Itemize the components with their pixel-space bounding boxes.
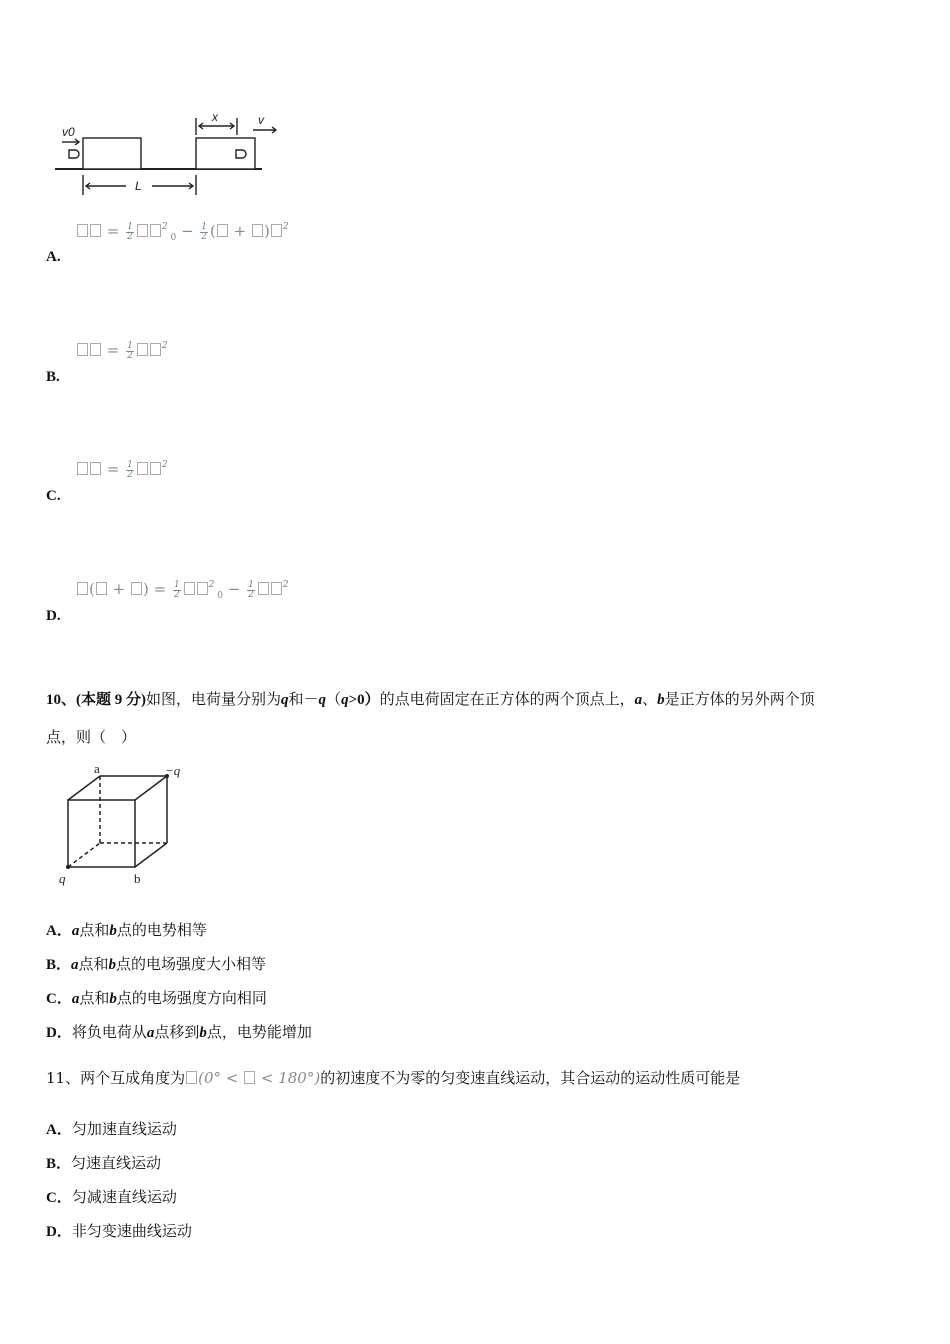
q10-text: 如图，电荷量分别为 xyxy=(146,690,282,708)
q11-option-a-letter: A． xyxy=(46,1122,72,1138)
q11-number: 11、 xyxy=(46,1069,81,1087)
q11-option-b-letter: B． xyxy=(46,1156,72,1172)
q10-option-a-v1: a xyxy=(71,923,80,939)
q10-option-c[interactable] xyxy=(46,987,267,1008)
q10-option-d-pre: 将负电荷从 xyxy=(71,1023,147,1041)
q11-option-c-letter: C． xyxy=(46,1190,72,1206)
q11-option-b-text: 匀速直线运动 xyxy=(71,1154,162,1172)
q11-option-d-letter: D． xyxy=(46,1224,72,1240)
q10-and: 和－ xyxy=(288,690,319,708)
q10-option-c-mid: 点和 xyxy=(79,989,110,1007)
q10-option-d-post: 点，电势能增加 xyxy=(206,1023,312,1041)
q10-option-d[interactable] xyxy=(46,1021,312,1042)
q10-text3: 是正方体的另外两个顶 xyxy=(664,690,815,708)
q10-option-a-mid: 点和 xyxy=(79,921,110,939)
cube-label-neg-q: −q xyxy=(165,763,181,778)
q10-b: b xyxy=(657,692,665,708)
q10-option-d-v2: b xyxy=(199,1025,207,1041)
q10-option-c-v1: a xyxy=(71,991,80,1007)
q10-option-d-mid: 点移到 xyxy=(154,1023,200,1041)
q10-option-c-v2: b xyxy=(109,991,117,1007)
label-L: L xyxy=(135,179,142,193)
q10-paren: （ xyxy=(326,690,342,708)
q10-option-b-post: 点的电场强度大小相等 xyxy=(116,955,267,973)
q11-formula-start: (0° < xyxy=(198,1069,244,1087)
q11-option-d-text: 非匀变速曲线运动 xyxy=(71,1222,192,1240)
q10-option-a-letter: A． xyxy=(46,923,72,939)
q10-q2: q xyxy=(318,692,327,708)
q10-number: 10、 xyxy=(46,692,77,708)
label-v0: v0 xyxy=(62,125,75,139)
formula-option-b: = $\frac{1}{2}$ $^2$ xyxy=(76,341,168,361)
q11-option-a-text: 匀加速直线运动 xyxy=(71,1120,177,1138)
q10-score: (本题 9 分) xyxy=(76,692,147,708)
q11-option-c-text: 匀减速直线运动 xyxy=(71,1188,177,1206)
q10-option-a-post: 点的电势相等 xyxy=(116,921,207,939)
q10-option-c-letter: C． xyxy=(46,991,72,1007)
q10-sep: 、 xyxy=(642,690,658,708)
q11-option-a[interactable] xyxy=(46,1118,177,1139)
question-10-line2: 点，则（ ） xyxy=(46,728,137,746)
cube-diagram xyxy=(52,762,197,890)
q10-cond-q: q xyxy=(341,692,349,708)
cube-label-b: b xyxy=(134,871,141,886)
formula-option-c: = $\frac{1}{2}$ $^2$ xyxy=(76,460,168,480)
q10-option-a[interactable] xyxy=(46,919,207,940)
q10-option-c-post: 点的电场强度方向相同 xyxy=(116,989,267,1007)
option-b-label[interactable]: B. xyxy=(46,369,60,385)
option-d-label[interactable]: D. xyxy=(46,608,61,624)
formula-option-d: ( + ) = $\frac{1}{2}$ $^2$ $_0$ − $\frac{1}{2}$ $^2$ xyxy=(76,580,289,601)
label-v: v xyxy=(258,113,264,127)
q10-option-b-letter: B． xyxy=(46,957,72,973)
option-c-label[interactable]: C. xyxy=(46,488,61,504)
q10-option-b-v2: b xyxy=(108,957,117,973)
cube-label-q: q xyxy=(59,871,66,886)
q11-formula-end: < 180°) xyxy=(256,1069,321,1087)
question-11 xyxy=(46,1068,740,1088)
q10-text2: 的点电荷固定在正方体的两个顶点上， xyxy=(379,690,635,708)
q10-q: q xyxy=(281,692,289,708)
q11-option-c[interactable] xyxy=(46,1186,177,1207)
q11-text1: 两个互成角度为 xyxy=(80,1069,186,1087)
q10-option-b-mid: 点和 xyxy=(78,955,109,973)
question-10-line1 xyxy=(46,689,815,710)
q10-option-a-v2: b xyxy=(109,923,117,939)
q11-option-d[interactable] xyxy=(46,1220,192,1241)
option-a-label[interactable]: A. xyxy=(46,249,61,265)
q10-a: a xyxy=(634,692,643,708)
q11-angle-formula xyxy=(185,1069,320,1087)
cube-label-a: a xyxy=(94,762,100,776)
q10-cond: >0） xyxy=(348,692,380,708)
bullet-block-diagram xyxy=(50,105,285,200)
q10-option-d-letter: D． xyxy=(46,1025,72,1041)
q10-option-b[interactable] xyxy=(46,953,266,974)
formula-option-a: = $\frac{1}{2}$ $^2$ $_0$ − $\frac{1}{2}$ ( + ) $^2$ xyxy=(76,222,289,243)
q11-option-b[interactable] xyxy=(46,1152,161,1173)
q10-option-d-v1: a xyxy=(146,1025,155,1041)
q10-option-b-v1: a xyxy=(71,957,79,973)
label-x: x xyxy=(212,110,218,124)
q11-text2: 的初速度不为零的匀变速直线运动，其合运动的运动性质可能是 xyxy=(320,1069,741,1087)
